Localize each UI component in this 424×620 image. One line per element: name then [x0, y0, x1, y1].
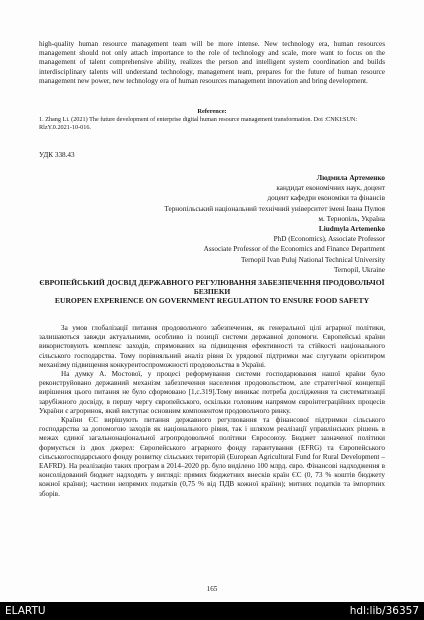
- author-block: [164, 173, 385, 275]
- author-line: м. Тернопіль, Україна: [318, 214, 385, 223]
- author-name-en: Liudmyla Artemenko: [318, 225, 385, 234]
- page-number: 165: [206, 585, 218, 593]
- author-line: PhD (Economics), Associate Professor: [273, 235, 385, 244]
- author-line: кандидат економічних наук, доцент: [276, 184, 385, 193]
- author-line: доцент кафедри економіки та фінансів: [267, 194, 385, 203]
- intro-section: [39, 40, 385, 86]
- article-title-en: EUROPEN EXPERIENCE ON GOVERNMENT REGULATION TO ENSURE FOOD SAFETY: [54, 296, 370, 306]
- references-title: Reference:: [197, 108, 227, 115]
- article-title-ua: ЄВРОПЕЙСЬКИЙ ДОСВІД ДЕРЖАВНОГО РЕГУЛЮВАННЯ ЗАБЕЗПЕЧЕННЯ ПРОДОВОЛЬЧОЇ БЕЗПЕКИ: [39, 278, 385, 297]
- footer-bar: [0, 602, 424, 620]
- udc-code: УДК 338.43: [39, 151, 75, 159]
- body-paragraph: За умов глобалізації питання продовольчого забезпечення, як генеральної цілі аграрної політики, залишаються завжди актуальними, особливо із позиції системи державної допомоги. Європейські країни використовують комплекс заходів, спрямованих на підвищення ефективності та стійкості національного сільського господарства. Тому порівняльний аналіз рівня їх урядової підтримки має слугувати орієнтиром механізму підвищення конкурентоспроможності продовольства в Україні.: [39, 324, 385, 369]
- author-line: Associate Professor of the Economics and Finance Department: [203, 245, 385, 254]
- intro-paragraph: high-quality human resource management team will be more intense. New technology era, human resources management should not only attach importance to the role of technology and scale, more want to focus on the management of talent comprehensive ability, realizes the person and intelligent system coordination and builds interdisciplinary talents will understand technology, management team, prepares for the future of human resource management new power, new technology era of human resources management innovation and bring development.: [39, 40, 385, 85]
- footer-repository-label: ELARTU: [5, 605, 46, 617]
- author-line: Тернопільський національний технічний університет імені Івана Пулюя: [164, 204, 385, 213]
- article-titles: [39, 278, 385, 306]
- footer-handle: hdl:lib/36357: [349, 605, 419, 617]
- body-text: [39, 324, 385, 499]
- body-paragraph: На думку А. Мостової, у процесі реформування системи господарювання нашої країни було реконструйовано державний механізм забезпечення населення продовольством, але стратегічної концепції вирішення цього питання не було сформовано [1,с.319].Тому виникає потреба дослідження та систематизації зарубіжного досвіду, в першу чергу європейського, оскільки головним напрямом євроінтеграційних процесів України є агроринок, який виступає основним компонентом продовольчого ринку.: [39, 370, 385, 415]
- reference-item: 1. Zhang Li. (2021) The future development of enterprise digital human resource management transformation. Doi :CNKI:SUN: RlzY.0.2021-10-016.: [39, 116, 358, 131]
- author-name-ua: Людмила Артеменко: [316, 174, 385, 182]
- author-line: Ternopil, Ukraine: [334, 265, 385, 274]
- body-paragraph: Країни ЄС вирішують питання державного регулювання та фінансової підтримки сільського господарства за допомогою заходів як національного рівня, так і шляхом реалізації управлінських рішень в межах єдиної загальнонаціональної агропродовольчої політики Євросоюзу. Бюджет зазначеної політики формується із двох джерел: Європейського аграрного фонду гарантування (EFRG) та Європейського сільськогосподарського фонду розвитку сільських територій (European Agricultural Fund for Rural Development – EAFRD). На реалізацію таких програм в 2014–2020 рр. було виділено 100 млрд. євро. Фінансові надходження в консолідований бюджет надходять у вигляді: прямих бюджетних внесків країн ЄС (0, 73 % коштів бюджету кожної країни); частини непрямих податків (0,75 % від ПДВ кожної країни); митних податків та імпортних зборів.: [39, 416, 385, 498]
- author-line: Ternopil Ivan Puluj National Technical University: [241, 255, 385, 264]
